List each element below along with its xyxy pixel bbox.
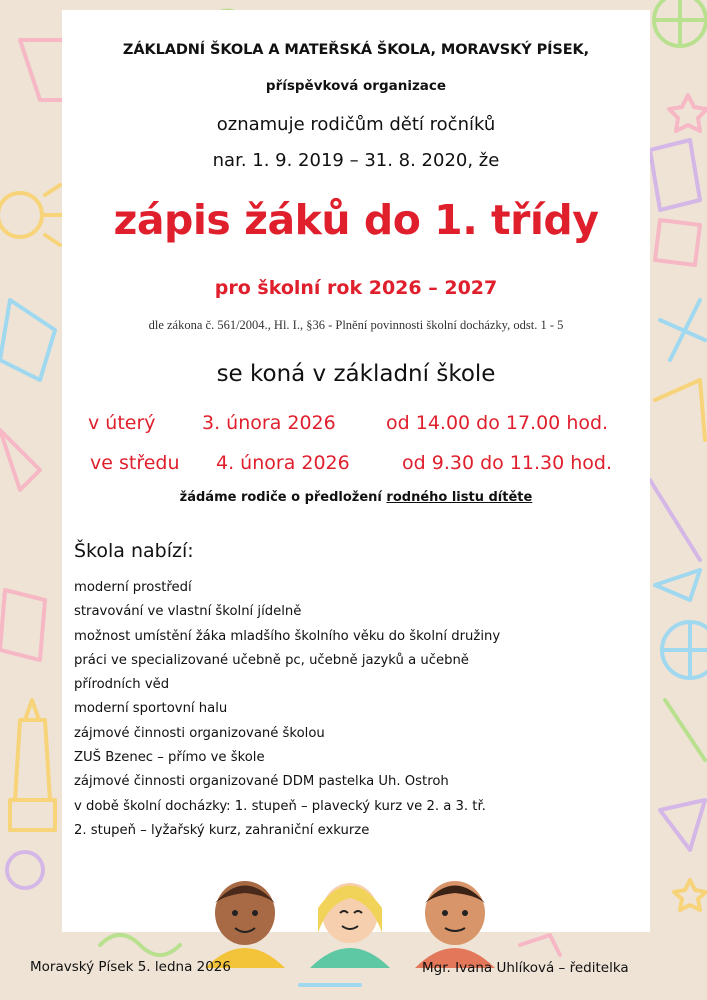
venue-text: se koná v základní škole xyxy=(216,361,496,387)
organization-type: příspěvková organizace xyxy=(265,78,447,94)
announce-line-1: oznamuje rodičům dětí ročníků xyxy=(216,114,496,135)
scissors-doodle xyxy=(660,300,705,360)
triangle-doodle xyxy=(660,800,705,850)
star-doodle xyxy=(669,95,707,131)
calculator-doodle xyxy=(650,140,700,210)
list-item: přírodních věd xyxy=(74,677,170,693)
signature: Mgr. Ivana Uhlíková – ředitelka xyxy=(422,960,629,976)
date-day: v úterý xyxy=(88,412,156,434)
book-doodle xyxy=(0,300,55,380)
list-item: stravování ve vlastní školní jídelně xyxy=(74,604,302,620)
list-item: práci ve specializované učebně pc, učebně jazyků a učebně xyxy=(74,652,469,668)
children-illustration xyxy=(200,868,500,968)
date-time: od 9.30 do 11.30 hod. xyxy=(402,452,612,474)
date-date: 4. února 2026 xyxy=(216,452,350,474)
offer-title: Škola nabízí: xyxy=(74,540,194,562)
request-prefix: žádáme rodiče o předložení xyxy=(179,490,387,505)
list-item: 2. stupeň – lyžařský kurz, zahraniční exkurze xyxy=(74,822,370,838)
lighthouse-doodle xyxy=(10,720,55,830)
child-middle-illustration xyxy=(310,883,390,968)
clock-doodle xyxy=(0,193,42,237)
date-time: od 14.00 do 17.00 hod. xyxy=(386,412,609,434)
list-item: moderní prostředí xyxy=(74,580,192,595)
pencil-doodle xyxy=(650,480,700,560)
child-left-illustration xyxy=(205,881,285,968)
date-day: ve středu xyxy=(90,452,180,474)
notebook-doodle xyxy=(0,590,45,660)
phone-doodle xyxy=(655,220,700,265)
place-and-date: Moravský Písek 5. ledna 2026 xyxy=(30,959,231,975)
list-item: možnost umístění žáka mladšího školního věku do školní družiny xyxy=(74,628,501,644)
list-item: moderní sportovní halu xyxy=(74,701,228,717)
list-item: zájmové činnosti organizované DDM pastelka Uh. Ostroh xyxy=(74,774,449,790)
enrollment-title: zápis žáků do 1. třídy xyxy=(113,196,599,244)
date-date: 3. února 2026 xyxy=(202,412,336,434)
list-item: ZUŠ Bzenec – přímo ve škole xyxy=(74,750,265,766)
list-item: v době školní docházky: 1. stupeň – plavecký kurz ve 2. a 3. tř. xyxy=(74,798,486,814)
document-request xyxy=(62,490,650,505)
offer-list xyxy=(74,576,634,843)
airplane-doodle xyxy=(655,570,700,600)
school-name: ZÁKLADNÍ ŠKOLA A MATEŘSKÁ ŠKOLA, MORAVSKÝ PÍSEK, xyxy=(122,42,590,58)
star-doodle-2 xyxy=(674,880,706,910)
ruler-doodle xyxy=(665,700,705,760)
birth-certificate: rodného listu dítěte xyxy=(386,490,533,505)
school-year: pro školní rok 2026 – 2027 xyxy=(214,277,498,299)
lamp-doodle xyxy=(655,380,705,440)
announce-line-2: nar. 1. 9. 2019 – 31. 8. 2020, že xyxy=(212,150,500,171)
child-right-illustration xyxy=(415,881,495,968)
list-item: zájmové činnosti organizované školou xyxy=(74,725,325,741)
law-reference: dle zákona č. 561/2004., Hl. I., §36 - Plnění povinnosti školní docházky, odst. 1 - 5 xyxy=(148,318,564,332)
